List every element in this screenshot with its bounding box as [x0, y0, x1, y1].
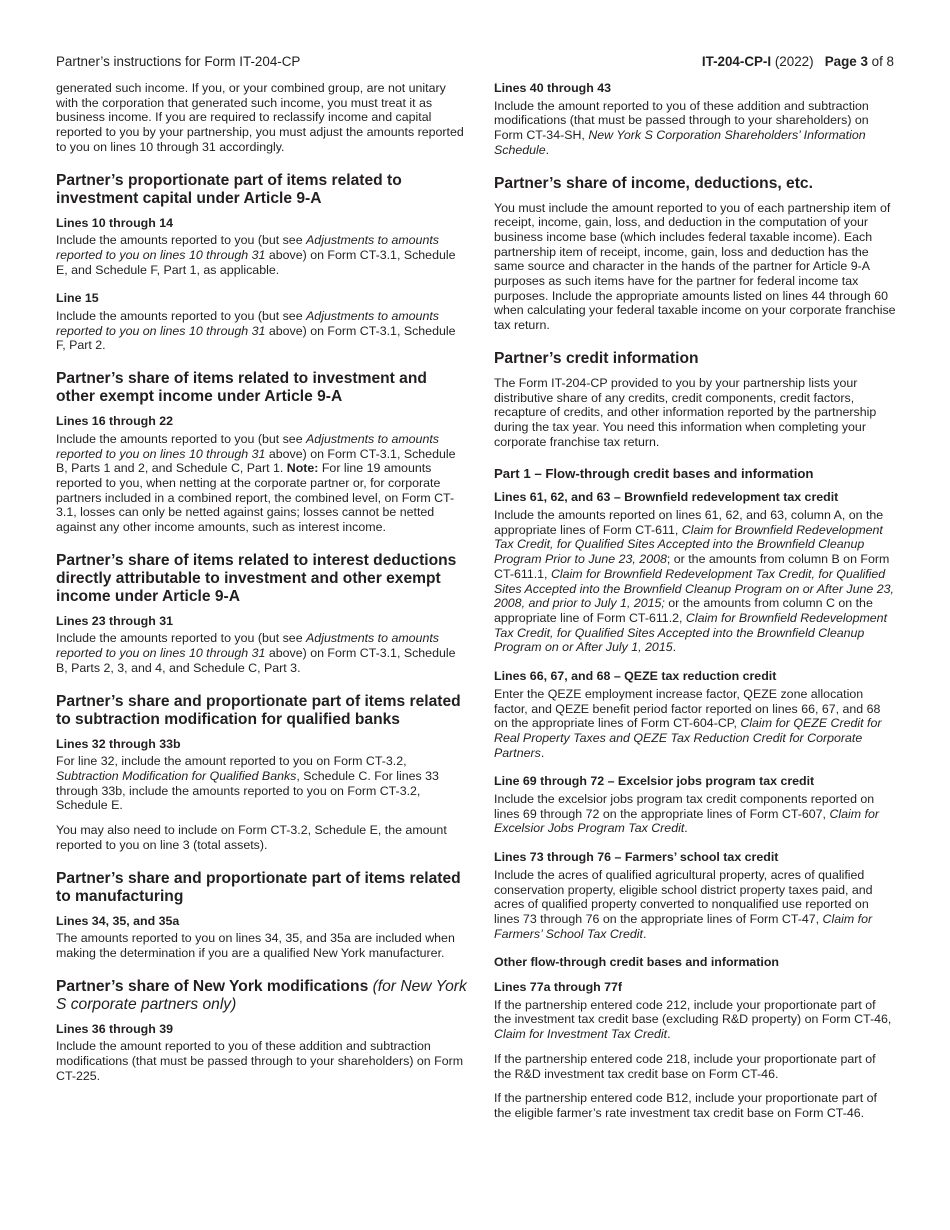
- excelsior-heading: Line 69 through 72 – Excelsior jobs program tax credit: [494, 774, 815, 789]
- code-218-text: If the partnership entered code 218, include your proportionate part of the R&D investment tax credit base on Form CT-46.: [494, 1051, 876, 1081]
- lines-32-33b-heading: Lines 32 through 33b: [56, 736, 181, 751]
- credit-information-text: The Form IT-204-CP provided to you by your partnership lists your distributive share of any credits, credit components, credit factors, recapture of credits, and other information reported by the partnership during the tax year. You need this information when completing your corporate franchise tax return.: [494, 375, 877, 449]
- lines-32-33b-text: For line 32, include the amount reported to you on Form CT-3.2, Subtraction Modification for Qualified Banks, Schedule C. For lines 33 through 33b, include the amounts reported to you on Form CT-3.2, Schedule E.: [56, 754, 439, 813]
- section-manufacturing-title: Partner’s share and proportionate part of items related to manufacturing: [56, 869, 461, 905]
- header-title: Partner’s instructions for Form IT-204-CP: [56, 54, 301, 69]
- lines-34-35a-text: The amounts reported to you on lines 34, 35, and 35a are included when making the determination if you are a qualified New York manufacturer.: [56, 931, 455, 960]
- part1-title: Part 1 – Flow-through credit bases and information: [494, 466, 814, 482]
- section-credit-information-title: Partner’s credit information: [494, 349, 699, 367]
- header-page-info: [702, 54, 894, 69]
- intro-paragraph: generated such income. If you, or your combined group, are not unitary with the corporation that generated such income, you must treat it as business income. If you are required to reclassify income and capital reported to you by your partnership, you must adjust the amounts reported to you on lines 10 through 31 accordingly.: [56, 81, 464, 154]
- income-deductions-text: You must include the amount reported to you of each partnership item of receipt, income, gain, loss, and deduction in the computation of your business income base (which includes federal taxable income). Each partnership item of receipt, income, gain, loss and deduction has the same source and character in the hands of the partner for Article 9-A purposes as such items have for the partner for federal income tax purposes. Include the appropriate amounts listed on lines 44 through 60 when calculating your federal taxable income on your corporate franchise tax return.: [494, 200, 896, 333]
- lines-40-43-heading: Lines 40 through 43: [494, 81, 612, 95]
- lines-34-35a-heading: Lines 34, 35, and 35a: [56, 913, 180, 928]
- lines-16-22-text: Include the amounts reported to you (but see Adjustments to amounts reported to you on lines 10 through 31 above) on Form CT-3.1, Schedule B, Parts 1 and 2, and Schedule C, Part 1. Note: For line 19 amounts reported to you, when netting at the corporate partner or, for corporate partners included in a combined report, the combined level, on Form CT-3.1, losses can only be netted against gains; losses cannot be netted against any other income amounts, such as interest income.: [56, 431, 456, 535]
- lines-10-14-text: Include the amounts reported to you (but see Adjustments to amounts reported to you on lines 10 through 31 above) on Form CT-3.1, Schedule E, and Schedule F, Part 1, as applicable.: [56, 233, 456, 277]
- lines-16-22-heading: Lines 16 through 22: [56, 414, 174, 429]
- qeze-text: Enter the QEZE employment increase factor, QEZE zone allocation factor, and QEZE benefit period factor reported on lines 66, 67, and 68 on the appropriate lines of Form CT-604-CP, Claim for QEZE Credit for Real Property Taxes and QEZE Tax Reduction Credit for Corporate Partners.: [494, 686, 882, 760]
- right-column: [494, 81, 896, 1131]
- lines-10-14-heading: Lines 10 through 14: [56, 215, 174, 230]
- page-label: Page 3: [824, 54, 868, 69]
- farmers-heading: Lines 73 through 76 – Farmers’ school tax credit: [494, 850, 779, 865]
- section-investment-income-title: Partner’s share of items related to investment and other exempt income under Article 9-A: [56, 370, 427, 406]
- lines-23-31-text: Include the amounts reported to you (but see Adjustments to amounts reported to you on lines 10 through 31 above) on Form CT-3.1, Schedule B, Parts 2, 3, and 4, and Schedule C, Part 3.: [56, 631, 456, 675]
- form-id: IT-204-CP-I: [701, 54, 772, 69]
- section-investment-capital-title: Partner’s proportionate part of items related to investment capital under Article 9-A: [56, 171, 402, 207]
- farmers-text: Include the acres of qualified agricultural property, acres of qualified conservation property, eligible school district property taxes paid, and acres of qualified property converted to nonqualified use reported on lines 73 through 76 on the appropriate lines of Form CT-47, Claim for Farmers’ School Tax Credit.: [494, 867, 873, 941]
- lines-36-39-text: Include the amount reported to you of these addition and subtraction modifications (that must be passed through to your shareholders) on Form CT-225.: [56, 1039, 464, 1083]
- section-interest-deductions-title: Partner’s share of items related to interest deductions directly attributable to investment and other exempt income under Article 9-A: [56, 551, 457, 605]
- lines-77a-77f-heading: Lines 77a through 77f: [494, 980, 623, 995]
- section-ny-modifications-title: Partner’s share of New York modifications (for New York S corporate partners only): [56, 977, 467, 1013]
- code-b12-text: If the partnership entered code B12, include your proportionate part of the eligible farmer’s rate investment tax credit base on Form CT-46.: [494, 1091, 877, 1120]
- page-of: of 8: [871, 54, 894, 69]
- section-qualified-banks-title: Partner’s share and proportionate part of items related to subtraction modification for qualified banks: [56, 692, 461, 728]
- section-income-deductions-title: Partner’s share of income, deductions, etc.: [494, 174, 813, 192]
- brownfield-heading: Lines 61, 62, and 63 – Brownfield redevelopment tax credit: [494, 490, 839, 505]
- lines-36-39-heading: Lines 36 through 39: [56, 1021, 174, 1036]
- lines-23-31-heading: Lines 23 through 31: [56, 613, 174, 628]
- form-year: (2022): [774, 54, 814, 69]
- qeze-heading: Lines 66, 67, and 68 – QEZE tax reduction credit: [494, 669, 777, 684]
- excelsior-text: Include the excelsior jobs program tax credit components reported on lines 69 through 72 on the appropriate lines of Form CT-607, Claim for Excelsior Jobs Program Tax Credit.: [494, 792, 880, 836]
- lines-40-43-text: Include the amount reported to you of these addition and subtraction modifications (that must be passed through to your shareholders) on Form CT-34-SH, New York S Corporation Shareholders’ Information Schedule.: [494, 98, 869, 157]
- total-assets-text: You may also need to include on Form CT-3.2, Schedule E, the amount reported to you on line 3 (total assets).: [56, 823, 447, 852]
- other-credits-title: Other flow-through credit bases and information: [494, 955, 779, 970]
- code-212-text: If the partnership entered code 212, include your proportionate part of the investment tax credit base (excluding R&D property) on Form CT-46, Claim for Investment Tax Credit.: [494, 997, 892, 1042]
- left-column: [56, 81, 468, 1093]
- line-15-heading: Line 15: [56, 291, 99, 306]
- line-15-text: Include the amounts reported to you (but see Adjustments to amounts reported to you on lines 10 through 31 above) on Form CT-3.1, Schedule F, Part 2.: [56, 309, 456, 353]
- brownfield-text: Include the amounts reported on lines 61, 62, and 63, column A, on the appropriate lines of Form CT-611, Claim for Brownfield Redevelopment Tax Credit, for Qualified Sites Accepted into the Brownfield Cleanup Program Prior to June 23, 2008; or the amounts from column B on Form CT-611.1, Claim for Brownfield Redevelopment Tax Credit, for Qualified Sites Accepted into the Brownfield Cleanup Program on or After June 23, 2008, and prior to July 1, 2015; or the amounts from column C on the appropriate line of Form CT-611.2, Claim for Brownfield Redevelopment Tax Credit, for Qualified Sites Accepted into the Brownfield Cleanup Program on or After July 1, 2015.: [494, 508, 894, 655]
